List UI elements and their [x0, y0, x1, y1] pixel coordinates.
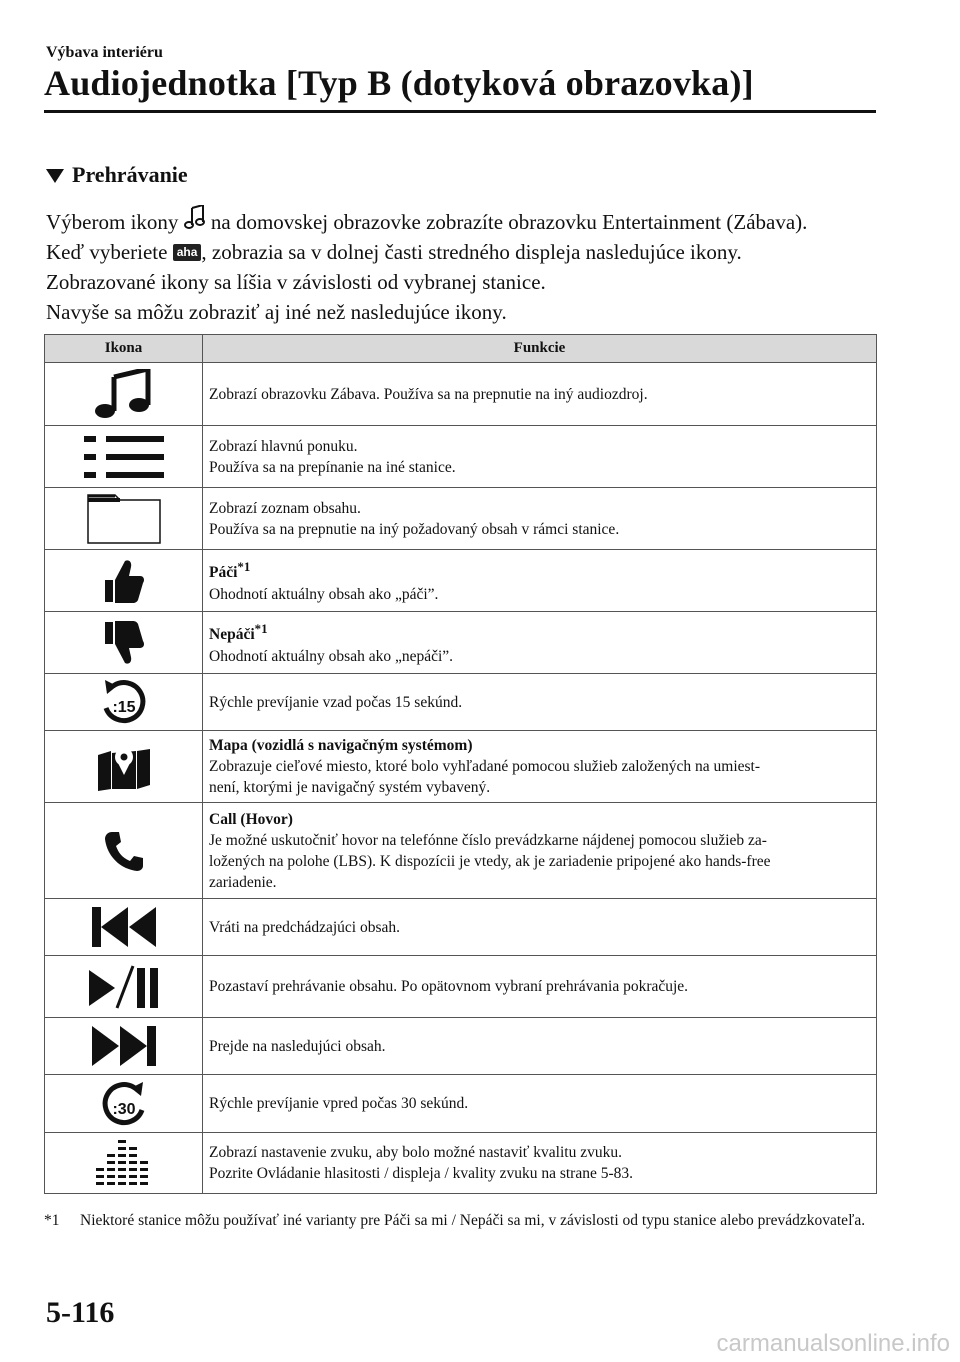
row-line: ložených na polohe (LBS). K dispozícii je vtedy, ak je zariadenie pripojené ako hands-free: [209, 852, 771, 870]
music-note-icon: [92, 369, 156, 419]
row-line: Ohodnotí aktuálny obsah ako „páči”.: [209, 585, 439, 603]
icon-table: [44, 334, 877, 1194]
row-title: Páči$^{*1}$: [209, 559, 251, 582]
table-row: [45, 426, 877, 488]
row-line: Prejde na nasledujúci obsah.: [209, 1037, 386, 1055]
table-row: [45, 803, 877, 899]
row-line: Používa sa na prepnutie na iný požadovaný obsah v rámci stanice.: [209, 520, 620, 538]
row-line: Rýchle prevíjanie vpred počas 30 sekúnd.: [209, 1095, 469, 1112]
row-line: Zobrazí hlavnú ponuku.: [209, 437, 358, 455]
music-note-inline-icon: [184, 205, 206, 231]
rewind-15-icon: [99, 678, 149, 726]
table-row: [45, 674, 877, 731]
title-rule: [44, 110, 876, 113]
header-icon: Ikona: [45, 335, 203, 363]
table-row: [45, 1018, 877, 1075]
intro-line-1: Výberom ikony na domovskej obrazovke zobrazíte obrazovku Entertainment (Zábava).: [46, 205, 886, 237]
row-line: Pozrite Ovládanie hlasitosti / displeja / kvality zvuku na strane 5-83.: [209, 1165, 634, 1182]
sub-heading-text: Prehrávanie: [72, 162, 188, 187]
folder-icon: [87, 494, 161, 544]
table-row: [45, 550, 877, 612]
sound-settings-icon: [96, 1140, 152, 1186]
header-function: Funkcie: [203, 335, 877, 363]
sub-heading: [46, 162, 188, 188]
table-row: [45, 363, 877, 426]
forward-30-icon: [99, 1080, 149, 1128]
row-line: Zobrazí obrazovku Zábava. Používa sa na prepnutie na iný audiozdroj.: [209, 385, 648, 403]
watermark: carmanualsonline.info: [716, 1330, 950, 1357]
thumbs-down-icon: [103, 620, 145, 666]
play-pause-icon: [89, 964, 159, 1010]
intro-line-3: Zobrazované ikony sa líšia v závislosti od vybranej stanice.: [46, 270, 546, 294]
table-row: [45, 956, 877, 1018]
row-line: Používa sa na prepínanie na iné stanice.: [209, 458, 456, 476]
section-label: Výbava interiéru: [46, 44, 163, 61]
previous-track-icon: [92, 907, 156, 947]
row-line: Zobrazí zoznam obsahu.: [209, 499, 361, 517]
row-line: Je možné uskutočniť hovor na telefónne číslo prevádzkarne nájdenej pomocou služieb za-: [209, 831, 767, 849]
table-row: [45, 612, 877, 674]
footnote-text: Niektoré stanice môžu používať iné varianty pre Páči sa mi / Nepáči sa mi, v závislosti od typu stanice alebo prevádzkovateľa.: [80, 1212, 866, 1229]
row-line: Rýchle prevíjanie vzad počas 15 sekúnd.: [209, 693, 463, 711]
intro-line-2: Keď vyberiete aha , zobrazia sa v dolnej časti stredného displeja nasledujúce ikony.: [46, 240, 742, 264]
table-row: [45, 899, 877, 956]
svg-text::15: :15: [111, 699, 136, 716]
footnote-mark: *1: [44, 1212, 60, 1229]
next-track-icon: [92, 1026, 156, 1066]
phone-icon: [104, 830, 144, 872]
page-number: 5-116: [46, 1296, 115, 1329]
row-line: Pozastaví prehrávanie obsahu. Po opätovnom vybraní prehrávania pokračuje.: [209, 978, 689, 995]
thumbs-up-icon: [103, 558, 145, 604]
aha-badge: aha: [173, 244, 202, 261]
table-row: [45, 1133, 877, 1194]
row-line: není, ktorými je navigačný systém vybavený.: [209, 779, 491, 796]
table-row: [45, 731, 877, 803]
table-row: [45, 488, 877, 550]
intro-text: [46, 205, 886, 327]
intro-line-4: Navyše sa môžu zobraziť aj iné než nasledujúce ikony.: [46, 300, 507, 324]
triangle-bullet-icon: [46, 169, 64, 183]
svg-text::30: :30: [111, 1100, 136, 1118]
table-header-row: [45, 335, 877, 363]
row-title: Call (Hovor): [209, 810, 293, 828]
row-line: Zobrazuje cieľové miesto, ktoré bolo vyhľadané pomocou služieb založených na umiest-: [209, 758, 761, 775]
row-line: Zobrazí nastavenie zvuku, aby bolo možné nastaviť kvalitu zvuku.: [209, 1144, 622, 1161]
row-line: zariadenie.: [209, 873, 277, 891]
row-line: Vráti na predchádzajúci obsah.: [209, 918, 401, 936]
table-row: [45, 1075, 877, 1133]
map-pin-icon: [97, 743, 151, 791]
menu-list-icon: [84, 434, 164, 480]
page-title: Audiojednotka [Typ B (dotyková obrazovka)]: [44, 63, 754, 103]
footnote: [44, 1210, 874, 1232]
row-title: Mapa (vozidlá s navigačným systémom): [209, 737, 473, 754]
row-title: Nepáči$^{*1}$: [209, 621, 268, 644]
row-line: Ohodnotí aktuálny obsah ako „nepáči”.: [209, 647, 454, 665]
